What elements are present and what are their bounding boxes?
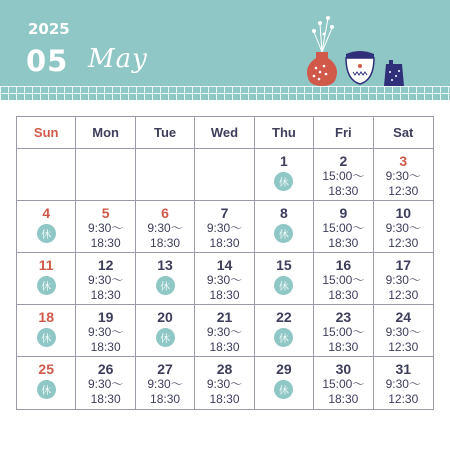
day-cell-26 (76, 357, 135, 409)
day-cell-1 (255, 149, 314, 201)
day-number: 30 (335, 361, 352, 377)
business-hours: 9:30～ (206, 221, 243, 235)
day-cell-6 (136, 201, 195, 253)
day-cell-31 (374, 357, 433, 409)
day-cell-16 (314, 253, 373, 305)
day-cell-2 (314, 149, 373, 201)
year-label: 2025 (28, 20, 70, 38)
empty-day-cell (136, 149, 195, 201)
business-hours: 9:30～ (87, 377, 124, 391)
business-hours: 15:00～ (322, 273, 365, 287)
day-number: 25 (38, 361, 54, 377)
day-cell-9 (314, 201, 373, 253)
day-cell-23 (314, 305, 373, 357)
business-hours: 12:30 (388, 288, 419, 302)
day-cell-20 (136, 305, 195, 357)
cup-icon (384, 60, 404, 86)
day-cell-5 (76, 201, 135, 253)
day-number: 21 (216, 309, 233, 325)
day-number: 11 (38, 257, 54, 273)
calendar-header (0, 0, 450, 100)
day-number: 15 (276, 257, 292, 273)
day-number: 3 (399, 153, 408, 169)
flower-vase-icon (307, 16, 337, 86)
bowl-icon (346, 51, 374, 84)
business-hours: 18:30 (150, 392, 181, 406)
business-hours: 9:30～ (87, 273, 124, 287)
closed-badge: 休 (274, 380, 293, 399)
day-number: 2 (339, 153, 348, 169)
business-hours: 18:30 (209, 392, 240, 406)
day-number: 28 (216, 361, 233, 377)
empty-day-cell (17, 149, 76, 201)
day-cell-12 (76, 253, 135, 305)
empty-day-cell (195, 149, 254, 201)
day-cell-14 (195, 253, 254, 305)
day-number: 27 (157, 361, 173, 377)
business-hours: 12:30 (388, 340, 419, 354)
business-hours: 18:30 (150, 236, 181, 250)
day-number: 19 (97, 309, 114, 325)
business-hours: 15:00～ (322, 169, 365, 183)
day-number: 26 (97, 361, 114, 377)
business-hours: 18:30 (328, 184, 359, 198)
day-number: 18 (38, 309, 54, 325)
closed-badge: 休 (274, 172, 293, 191)
month-name: May (88, 44, 148, 74)
business-hours: 18:30 (328, 392, 359, 406)
day-cell-17 (374, 253, 433, 305)
day-cell-15 (255, 253, 314, 305)
business-hours: 9:30～ (147, 221, 183, 235)
business-hours: 15:00～ (322, 325, 365, 339)
grid-pattern-strip (0, 86, 450, 100)
day-number: 1 (280, 153, 288, 169)
business-hours: 9:30～ (385, 169, 421, 183)
day-cell-27 (136, 357, 195, 409)
business-hours: 9:30～ (385, 273, 421, 287)
day-number: 31 (395, 361, 412, 377)
business-hours: 9:30～ (206, 273, 243, 287)
day-number: 9 (339, 205, 348, 221)
business-hours: 15:00～ (322, 377, 365, 391)
closed-badge: 休 (156, 328, 175, 347)
day-cell-10 (374, 201, 433, 253)
empty-day-cell (76, 149, 135, 201)
day-number: 8 (280, 205, 288, 221)
day-number: 16 (335, 257, 352, 273)
day-cell-8 (255, 201, 314, 253)
day-cell-24 (374, 305, 433, 357)
weekday-header-wed: Wed (195, 117, 254, 149)
month-number: 05 (26, 44, 69, 78)
business-hours: 18:30 (328, 288, 359, 302)
business-hours: 18:30 (90, 288, 121, 302)
day-cell-28 (195, 357, 254, 409)
day-number: 17 (395, 257, 412, 273)
day-number: 12 (97, 257, 114, 273)
business-hours: 9:30～ (206, 325, 243, 339)
weekday-header-sat: Sat (374, 117, 433, 149)
closed-badge: 休 (37, 328, 56, 347)
vases-illustration (300, 14, 420, 90)
closed-badge: 休 (37, 380, 56, 399)
calendar-grid (16, 116, 434, 410)
closed-badge: 休 (37, 276, 56, 295)
day-number: 20 (157, 309, 173, 325)
day-number: 23 (335, 309, 352, 325)
business-hours: 9:30～ (385, 325, 421, 339)
business-hours: 18:30 (328, 236, 359, 250)
day-cell-11 (17, 253, 76, 305)
business-hours: 15:00～ (322, 221, 365, 235)
day-number: 10 (395, 205, 412, 221)
weekday-header-thu: Thu (255, 117, 314, 149)
day-cell-22 (255, 305, 314, 357)
weekday-header-mon: Mon (76, 117, 135, 149)
business-hours: 18:30 (209, 340, 240, 354)
day-cell-19 (76, 305, 135, 357)
business-hours: 18:30 (90, 392, 121, 406)
business-hours: 18:30 (209, 288, 240, 302)
day-number: 13 (157, 257, 173, 273)
day-number: 7 (220, 205, 229, 221)
day-cell-4 (17, 201, 76, 253)
day-cell-29 (255, 357, 314, 409)
business-hours: 12:30 (388, 236, 419, 250)
day-number: 4 (42, 205, 51, 221)
business-hours: 9:30～ (147, 377, 183, 391)
day-number: 5 (101, 205, 110, 221)
day-number: 29 (276, 361, 292, 377)
business-hours: 9:30～ (87, 221, 124, 235)
day-cell-3 (374, 149, 433, 201)
day-number: 22 (276, 309, 292, 325)
day-cell-30 (314, 357, 373, 409)
day-number: 6 (161, 205, 169, 221)
closed-badge: 休 (274, 276, 293, 295)
business-hours: 18:30 (90, 340, 121, 354)
weekday-header-tue: Tue (136, 117, 195, 149)
business-hours: 18:30 (328, 340, 359, 354)
day-cell-21 (195, 305, 254, 357)
weekday-header-sun: Sun (17, 117, 76, 149)
weekday-header-fri: Fri (314, 117, 373, 149)
day-cell-13 (136, 253, 195, 305)
day-cell-7 (195, 201, 254, 253)
business-hours: 9:30～ (385, 377, 421, 391)
business-hours: 12:30 (388, 184, 419, 198)
business-hours: 12:30 (388, 392, 419, 406)
business-hours: 18:30 (90, 236, 121, 250)
closed-badge: 休 (37, 224, 56, 243)
business-hours: 9:30～ (385, 221, 421, 235)
closed-badge: 休 (156, 276, 175, 295)
day-cell-18 (17, 305, 76, 357)
day-number: 24 (395, 309, 412, 325)
business-hours: 9:30～ (87, 325, 124, 339)
day-cell-25 (17, 357, 76, 409)
day-number: 14 (216, 257, 233, 273)
business-hours: 18:30 (209, 236, 240, 250)
business-hours: 9:30～ (206, 377, 243, 391)
closed-badge: 休 (274, 328, 293, 347)
closed-badge: 休 (274, 224, 293, 243)
